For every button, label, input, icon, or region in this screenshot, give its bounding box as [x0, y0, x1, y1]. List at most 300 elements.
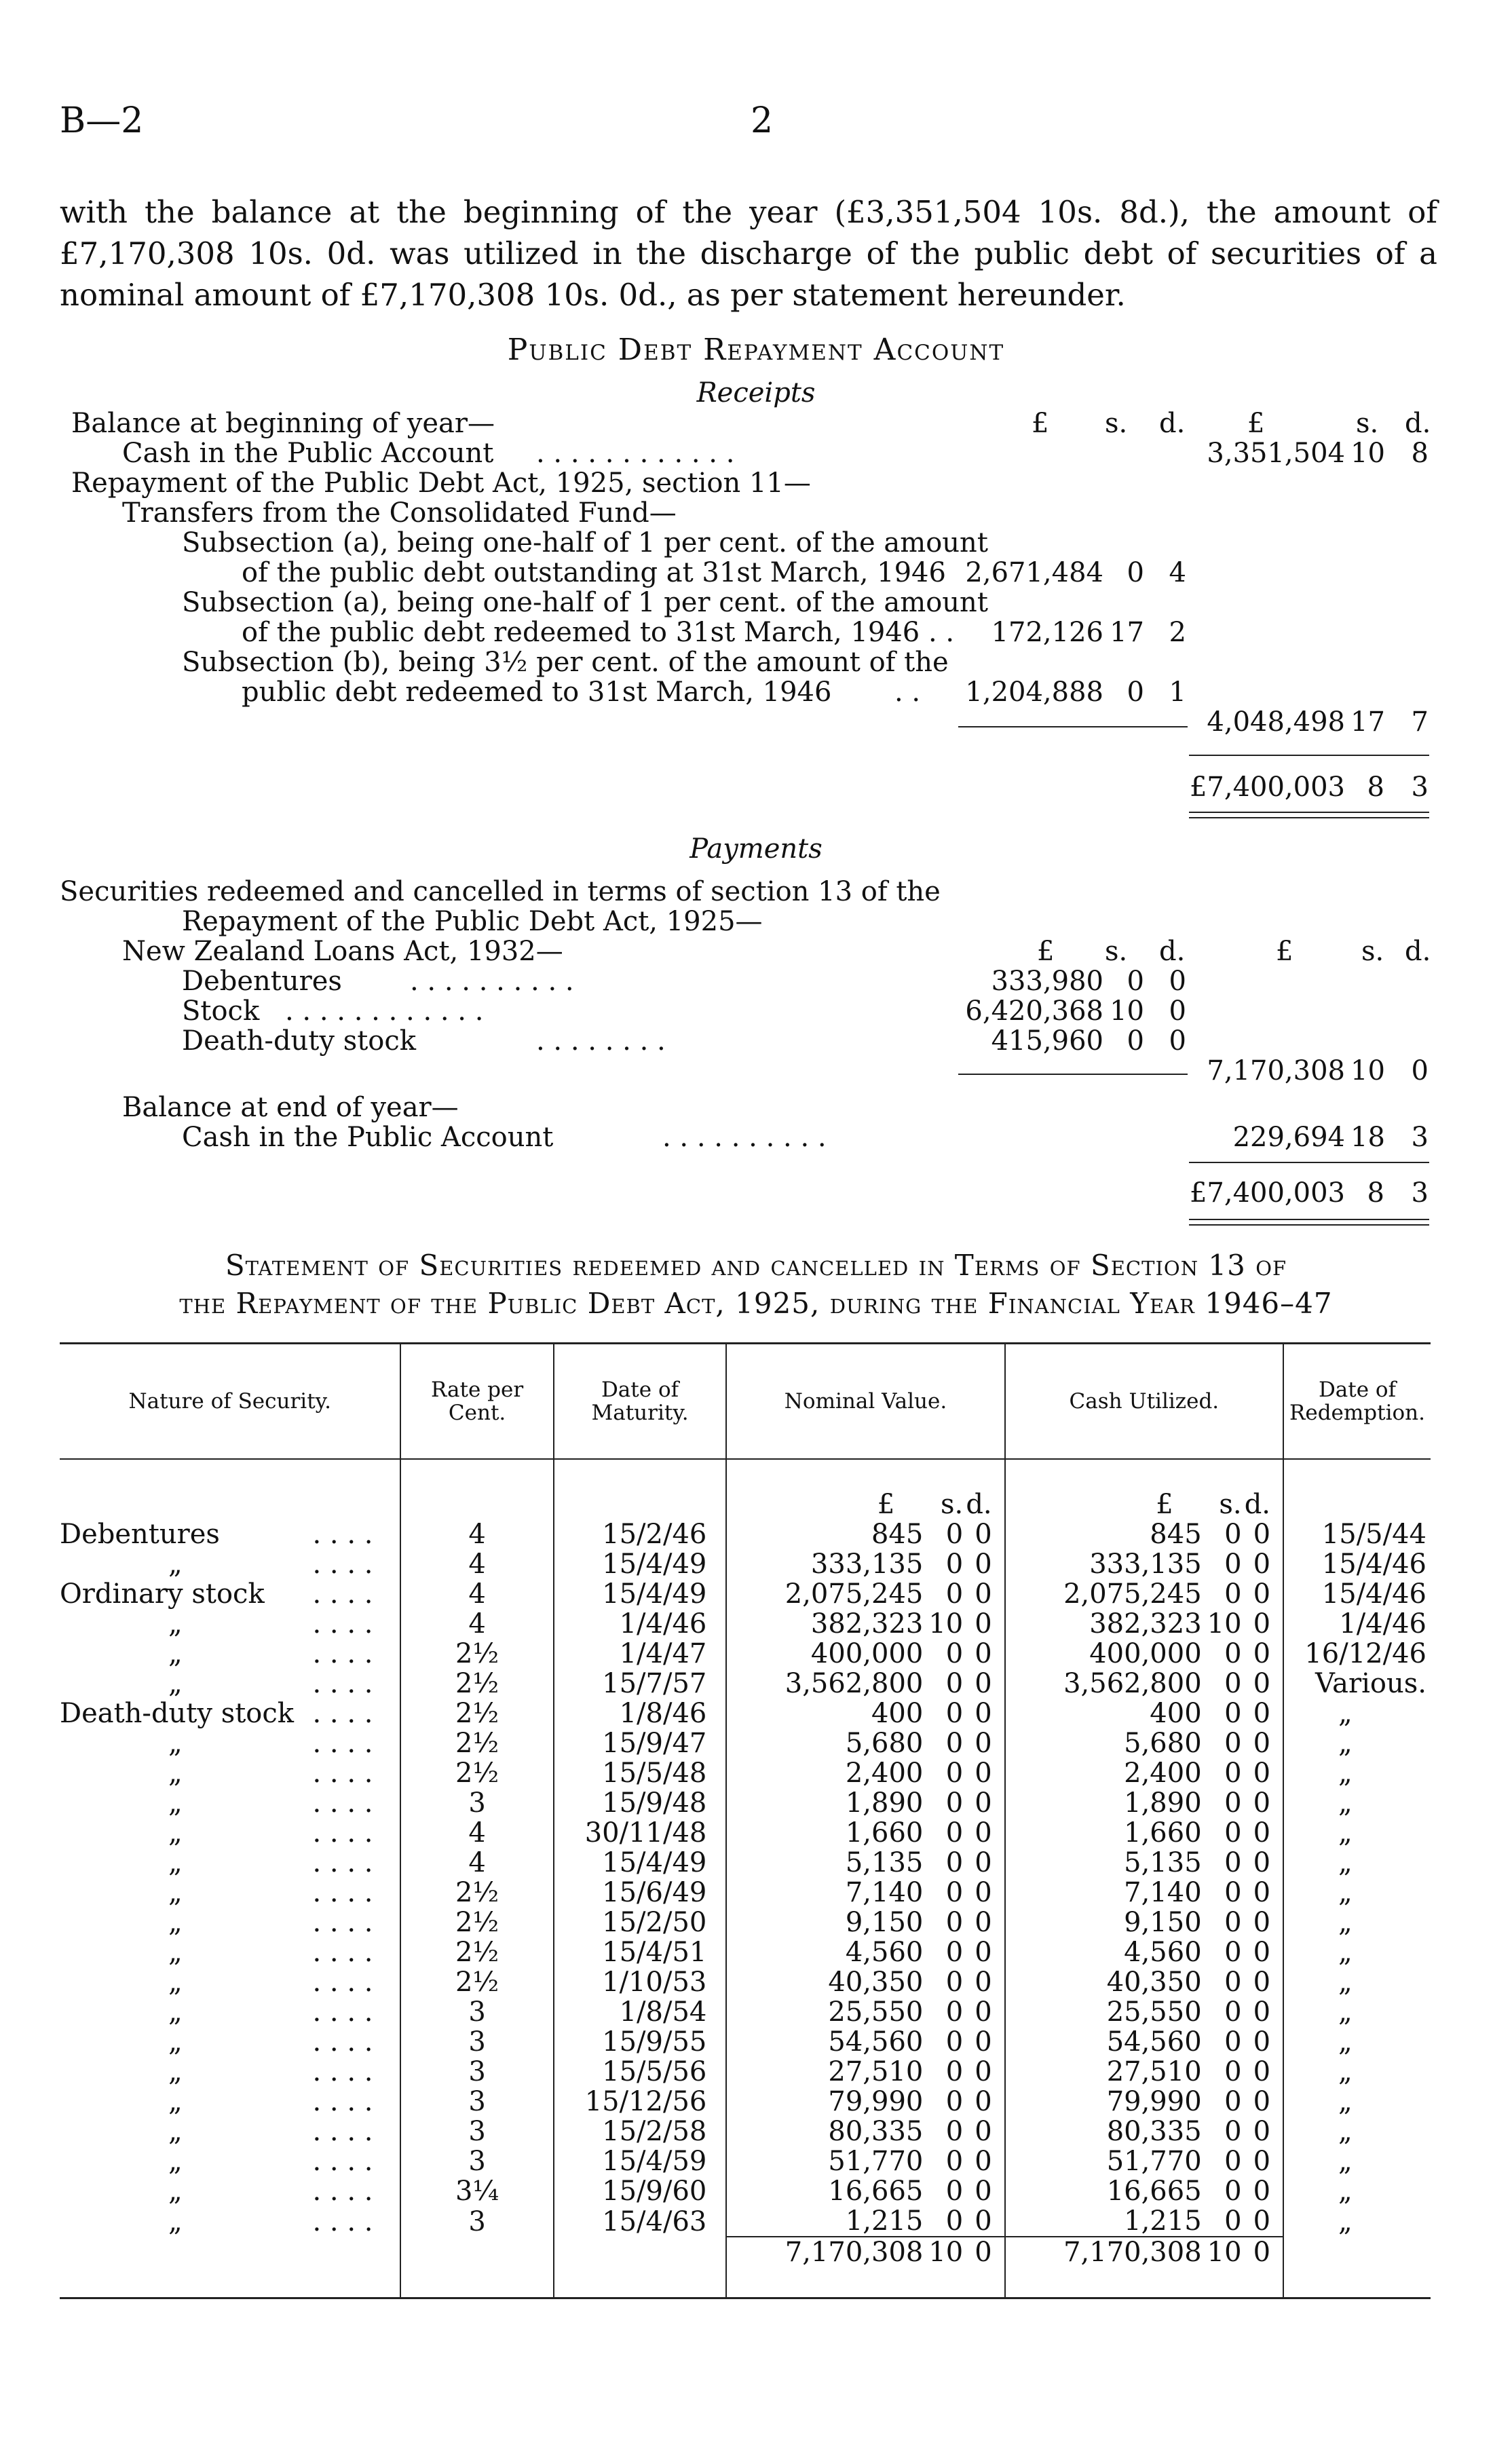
nominal-d-cell: 0: [975, 1787, 992, 1819]
nominal-d-cell: 0: [975, 2176, 992, 2207]
cash-s-cell: 0: [1224, 1758, 1242, 1789]
header-nominal: Nominal Value.: [726, 1344, 1004, 1460]
cash-s-cell: 0: [1224, 2056, 1242, 2087]
cash-pounds-cell: 1,215: [1005, 2206, 1207, 2237]
table-row: [60, 1848, 1431, 1878]
redemption-cell: 15/4/46: [1283, 1579, 1431, 1609]
leader-dots: . .: [894, 677, 921, 708]
nominal-pounds-cell: 54,560: [726, 2027, 928, 2057]
total-cash-pounds: 7,170,308: [1005, 2237, 1207, 2267]
nominal-pounds-cell: 1,660: [726, 1818, 928, 1848]
cash-end-d: 3: [1411, 1122, 1429, 1153]
security-name-cell: [60, 1937, 400, 1967]
cash-pounds-cell: 3,562,800: [1005, 1669, 1207, 1699]
cash-pounds-cell: 51,770: [1005, 2146, 1207, 2176]
sub-a1-s: 0: [1127, 557, 1144, 588]
nominal-s-cell: 0: [945, 1519, 964, 1550]
table-row: [60, 1818, 1431, 1848]
cash-d-cell: 0: [1253, 2205, 1271, 2237]
leader-dots: . . . .: [312, 1907, 373, 1938]
cash-s-cell: 0: [1224, 1698, 1242, 1729]
rate-cell: 2½: [400, 1669, 553, 1699]
leader-dots: . . . .: [312, 1967, 373, 1998]
redeemed-total-pounds: 7,170,308: [1207, 1055, 1345, 1086]
cash-d-cell: 0: [1253, 1728, 1271, 1759]
security-nature: „: [168, 1817, 183, 1849]
security-name-cell: [60, 1818, 400, 1848]
security-nature: „: [168, 1758, 183, 1789]
nominal-pounds-cell: 5,680: [726, 1728, 928, 1758]
receipts-total-s: 8: [1367, 772, 1384, 803]
leader-dots: . . . .: [312, 1996, 373, 2028]
nominal-d-cell: 0: [975, 1638, 992, 1669]
receipts-heading: Receipts: [696, 377, 816, 409]
table-row: [60, 2057, 1431, 2087]
col-pound-1: £: [1037, 936, 1055, 967]
cash-d-cell: 0: [1253, 2056, 1271, 2087]
nominal-s-cell: 0: [945, 1728, 964, 1759]
security-name-cell: [60, 1788, 400, 1818]
security-name-cell: [60, 1609, 400, 1639]
spacer-row: [60, 1459, 1431, 1490]
unit-pound: £: [726, 1490, 928, 1519]
maturity-cell: 15/4/63: [554, 2206, 727, 2237]
table-row: [60, 2176, 1431, 2206]
nominal-d-cell: 0: [975, 1728, 992, 1759]
security-nature: „: [168, 1728, 183, 1759]
cash-s-cell: 0: [1224, 1728, 1242, 1759]
cash-pounds-cell: 27,510: [1005, 2057, 1207, 2087]
nominal-s-cell: 0: [945, 2146, 964, 2177]
cash-s-cell: 0: [1224, 2176, 1242, 2207]
cash-d-cell: 0: [1253, 1937, 1271, 1968]
nominal-d-cell: 0: [975, 1758, 992, 1789]
security-name-cell: [60, 2087, 400, 2117]
nominal-s-cell: 0: [945, 1877, 964, 1908]
leader-dots: . . . .: [312, 1817, 373, 1849]
nominal-pounds-cell: 5,135: [726, 1848, 928, 1878]
sub-b-pounds: 1,204,888: [965, 677, 1103, 708]
payment-item-pounds: 333,980: [991, 966, 1103, 997]
account-title: Public Debt Repayment Account: [507, 333, 1005, 367]
total-rule-double-2: [1189, 1224, 1429, 1226]
sub-a2-pounds: 172,126: [991, 617, 1103, 648]
total-cash-s: 10: [1207, 2237, 1242, 2268]
redemption-cell: „: [1283, 1997, 1431, 2027]
cash-pounds-cell: 2,075,245: [1005, 1579, 1207, 1609]
redeemed-total-d: 0: [1411, 1055, 1429, 1086]
spacer-cell: [928, 2267, 963, 2298]
nominal-s-cell: 0: [945, 1758, 964, 1789]
unit-d: d.: [966, 1489, 992, 1520]
security-nature: „: [168, 1608, 183, 1640]
cash-d-cell: 0: [1253, 1787, 1271, 1819]
security-nature: „: [168, 1668, 183, 1699]
maturity-cell: 15/7/57: [554, 1669, 727, 1699]
table-row: [60, 1788, 1431, 1818]
cash-s-cell: 0: [1224, 1967, 1242, 1998]
rate-cell: 3: [400, 2206, 553, 2237]
nominal-d-cell: 0: [975, 1817, 992, 1849]
security-name-cell: [60, 1997, 400, 2027]
cash-pounds-cell: 7,140: [1005, 1878, 1207, 1908]
redemption-cell: „: [1283, 1788, 1431, 1818]
cash-pounds-cell: 25,550: [1005, 1997, 1207, 2027]
col-s-1: s.: [1105, 408, 1128, 439]
leader-dots: . . . .: [312, 2086, 373, 2117]
maturity-cell: 15/9/48: [554, 1788, 727, 1818]
maturity-cell: 30/11/48: [554, 1818, 727, 1848]
cash-s-cell: 0: [1224, 1907, 1242, 1938]
cash-opening-s: 10: [1350, 438, 1385, 469]
col-pound-2: £: [1276, 936, 1293, 967]
nominal-s-cell: 0: [945, 2086, 964, 2117]
spacer-cell: [1242, 2267, 1283, 2298]
leader-dots: . . . . . . . . . . . .: [536, 438, 735, 469]
spacer-cell: [1005, 2267, 1207, 2298]
securities-label-line1: Securities redeemed and cancelled in terms of section 13 of the: [60, 876, 941, 907]
nominal-pounds-cell: 9,150: [726, 1908, 928, 1937]
nominal-pounds-cell: 2,400: [726, 1758, 928, 1788]
sub-b-d: 1: [1169, 677, 1186, 708]
leader-dots: . . . .: [312, 2056, 373, 2087]
cash-pounds-cell: 4,560: [1005, 1937, 1207, 1967]
security-nature: „: [168, 1996, 183, 2028]
maturity-cell: 15/4/49: [554, 1848, 727, 1878]
rate-cell: 4: [400, 1579, 553, 1609]
rate-cell: 3: [400, 2146, 553, 2176]
cash-pounds-cell: 333,135: [1005, 1549, 1207, 1579]
cash-pounds-cell: 1,660: [1005, 1818, 1207, 1848]
payment-item-d: 0: [1169, 1025, 1186, 1057]
totals-blank: [400, 2237, 553, 2267]
nominal-d-cell: 0: [975, 1996, 992, 2028]
payment-item-s: 10: [1110, 996, 1144, 1027]
redemption-cell: „: [1283, 1937, 1431, 1967]
rate-cell: 2½: [400, 1639, 553, 1669]
cash-end-pounds: 229,694: [1232, 1122, 1345, 1153]
maturity-cell: 1/8/54: [554, 1997, 727, 2027]
header-nature: Nature of Security.: [60, 1344, 400, 1460]
redemption-cell: „: [1283, 2176, 1431, 2206]
rate-cell: 2½: [400, 1699, 553, 1728]
table-row: [60, 2117, 1431, 2146]
transfers-total-pounds: 4,048,498: [1207, 706, 1345, 738]
header-rate: Rate per Cent.: [400, 1344, 553, 1460]
security-name-cell: [60, 1549, 400, 1579]
spacer-cell: [554, 2267, 727, 2298]
security-name-cell: [60, 2027, 400, 2057]
security-nature: „: [168, 2086, 183, 2117]
total-rule-top: [1189, 755, 1429, 756]
nominal-s-cell: 0: [945, 1996, 964, 2028]
maturity-cell: 15/9/60: [554, 2176, 727, 2206]
spacer-cell: [400, 2267, 553, 2298]
maturity-cell: 1/10/53: [554, 1967, 727, 1997]
rate-cell: 3¼: [400, 2176, 553, 2206]
sub-a2-line1: Subsection (a), being one-half of 1 per cent. of the amount: [182, 587, 988, 618]
rate-cell: 4: [400, 1549, 553, 1579]
maturity-cell: 15/2/58: [554, 2117, 727, 2146]
leader-dots: . . . .: [312, 2206, 373, 2237]
redemption-cell: „: [1283, 1728, 1431, 1758]
total-rule-double-2: [1189, 817, 1429, 818]
nominal-d-cell: 0: [975, 2205, 992, 2237]
table-row: [60, 1579, 1431, 1609]
rate-cell: 3: [400, 2117, 553, 2146]
leader-dots: . . . .: [312, 1549, 373, 1580]
nominal-pounds-cell: 382,323: [726, 1609, 928, 1639]
cash-s-cell: 0: [1224, 1847, 1242, 1878]
spacer-cell: [1283, 2267, 1431, 2298]
total-rule-top: [1189, 1162, 1429, 1163]
security-name-cell: [60, 1669, 400, 1699]
act-label: Repayment of the Public Debt Act, 1925, section 11—: [71, 468, 811, 499]
payment-item-d: 0: [1169, 966, 1186, 997]
leader-dots: . . . . . . . . . .: [662, 1122, 827, 1153]
security-nature: „: [168, 1638, 183, 1669]
nominal-s-cell: 10: [928, 1608, 964, 1640]
nominal-s-cell: 0: [945, 2205, 964, 2237]
cash-d-cell: 0: [1253, 1698, 1271, 1729]
nominal-pounds-cell: 25,550: [726, 1997, 928, 2027]
leader-dots: . . . .: [312, 1937, 373, 1968]
rate-cell: 4: [400, 1818, 553, 1848]
col-d-2: d.: [1405, 936, 1431, 967]
cash-s-cell: 0: [1224, 1937, 1242, 1968]
total-rule-double-1: [1189, 1219, 1429, 1220]
redemption-cell: 1/4/46: [1283, 1609, 1431, 1639]
leader-dots: . . . .: [312, 2026, 373, 2058]
nominal-d-cell: 0: [975, 1519, 992, 1550]
cash-s-cell: 0: [1224, 2205, 1242, 2237]
security-name-cell: [60, 1967, 400, 1997]
cash-d-cell: 0: [1253, 1519, 1271, 1550]
redemption-cell: „: [1283, 1908, 1431, 1937]
sub-a2-line2: of the public debt redeemed to 31st March, 1946 . .: [242, 617, 955, 648]
security-nature: „: [168, 1967, 183, 1998]
spacer-row: [60, 2267, 1431, 2298]
transfers-label: Transfers from the Consolidated Fund—: [122, 497, 677, 529]
totals-row: [60, 2237, 1431, 2267]
leader-dots: . . . .: [312, 1608, 373, 1640]
col-pound-1: £: [1032, 408, 1049, 439]
cash-d-cell: 0: [1253, 1758, 1271, 1789]
leader-dots: . . . .: [312, 1787, 373, 1819]
col-d-2: d.: [1405, 408, 1431, 439]
col-s-2: s.: [1356, 408, 1379, 439]
cash-s-cell: 0: [1224, 2086, 1242, 2117]
redemption-cell: „: [1283, 2057, 1431, 2087]
leader-dots: . . . .: [312, 1638, 373, 1669]
rate-cell: 2½: [400, 1967, 553, 1997]
maturity-cell: 15/2/50: [554, 1908, 727, 1937]
security-name-cell: [60, 1579, 400, 1609]
maturity-cell: 1/8/46: [554, 1699, 727, 1728]
rate-cell: 2½: [400, 1878, 553, 1908]
nominal-d-cell: 0: [975, 2116, 992, 2147]
nominal-d-cell: 0: [975, 1608, 992, 1640]
unit-d: d.: [1244, 1489, 1271, 1520]
intro-paragraph: with the balance at the beginning of the year (£3,351,504 10s. 8d.), the amount of £7,170,308 10s. 0d. was utilized in the discharge of the public debt of securities of a nominal amount of £7,170,308 10s. 0d., as per statement hereunder.: [60, 194, 1437, 313]
nominal-d-cell: 0: [975, 1877, 992, 1908]
payment-item-pounds: 6,420,368: [965, 996, 1103, 1027]
cash-d-cell: 0: [1253, 2146, 1271, 2177]
nominal-s-cell: 0: [945, 1847, 964, 1878]
cash-d-cell: 0: [1253, 2026, 1271, 2058]
table-row: [60, 1908, 1431, 1937]
cash-s-cell: 0: [1224, 1877, 1242, 1908]
table-row: [60, 1967, 1431, 1997]
cash-d-cell: 0: [1253, 2116, 1271, 2147]
security-name-cell: [60, 2176, 400, 2206]
maturity-cell: 15/5/56: [554, 2057, 727, 2087]
security-nature: Debentures: [60, 1519, 220, 1550]
table-row: [60, 1669, 1431, 1699]
redemption-cell: „: [1283, 2027, 1431, 2057]
sub-a2-d: 2: [1169, 617, 1186, 648]
cash-pounds-cell: 1,890: [1005, 1788, 1207, 1818]
cash-pounds-cell: 40,350: [1005, 1967, 1207, 1997]
cash-d-cell: 0: [1253, 1817, 1271, 1849]
security-nature: „: [168, 2056, 183, 2087]
maturity-cell: 15/4/49: [554, 1579, 727, 1609]
balance-end-label: Balance at end of year—: [122, 1092, 459, 1123]
nominal-d-cell: 0: [975, 2056, 992, 2087]
security-nature: „: [168, 1877, 183, 1908]
nominal-pounds-cell: 16,665: [726, 2176, 928, 2206]
rate-cell: 3: [400, 1997, 553, 2027]
nominal-pounds-cell: 400: [726, 1699, 928, 1728]
payments-total-d: 3: [1411, 1177, 1429, 1209]
sub-b-line1: Subsection (b), being 3½ per cent. of the amount of the: [182, 647, 949, 678]
cash-s-cell: 10: [1207, 1608, 1242, 1640]
maturity-cell: 15/2/46: [554, 1519, 727, 1549]
cash-opening-d: 8: [1411, 438, 1429, 469]
leader-dots: . . . .: [312, 2146, 373, 2177]
transfers-total-d: 7: [1411, 706, 1429, 738]
spacer-cell: [726, 2267, 928, 2298]
cash-s-cell: 0: [1224, 2146, 1242, 2177]
nominal-s-cell: 0: [945, 1578, 964, 1610]
security-name-cell: [60, 1758, 400, 1788]
cash-pounds-cell: 5,135: [1005, 1848, 1207, 1878]
cash-d-cell: 0: [1253, 1847, 1271, 1878]
maturity-cell: 15/12/56: [554, 2087, 727, 2117]
maturity-cell: 15/9/55: [554, 2027, 727, 2057]
redemption-cell: „: [1283, 1878, 1431, 1908]
table-row: [60, 1699, 1431, 1728]
security-nature: „: [168, 2146, 183, 2177]
nominal-pounds-cell: 79,990: [726, 2087, 928, 2117]
cash-s-cell: 0: [1224, 2026, 1242, 2058]
payment-item-label: Death-duty stock: [182, 1025, 417, 1057]
security-name-cell: [60, 2206, 400, 2237]
redeemed-total-s: 10: [1350, 1055, 1385, 1086]
sub-a1-line2: of the public debt outstanding at 31st March, 1946: [242, 557, 946, 588]
security-name-cell: [60, 1848, 400, 1878]
security-nature: „: [168, 2176, 183, 2207]
redemption-cell: „: [1283, 1758, 1431, 1788]
cash-d-cell: 0: [1253, 2086, 1271, 2117]
leader-dots: . . . .: [312, 2176, 373, 2207]
payment-item-s: 0: [1127, 966, 1144, 997]
nominal-pounds-cell: 3,562,800: [726, 1669, 928, 1699]
nominal-s-cell: 0: [945, 2116, 964, 2147]
rate-cell: 2½: [400, 1937, 553, 1967]
unit-s: s.: [941, 1489, 964, 1520]
nominal-pounds-cell: 1,215: [726, 2206, 928, 2237]
receipts-total-d: 3: [1411, 772, 1429, 803]
leader-dots: . . . .: [312, 1578, 373, 1610]
unit-pound: £: [1005, 1490, 1207, 1519]
table-row: [60, 2146, 1431, 2176]
nominal-s-cell: 0: [945, 1549, 964, 1580]
sub-a1-line1: Subsection (a), being one-half of 1 per cent. of the amount: [182, 527, 988, 558]
nominal-pounds-cell: 80,335: [726, 2117, 928, 2146]
cash-d-cell: 0: [1253, 1877, 1271, 1908]
payments-total-s: 8: [1367, 1177, 1384, 1209]
nominal-d-cell: 0: [975, 2026, 992, 2058]
security-name-cell: [60, 2117, 400, 2146]
table-row: [60, 1758, 1431, 1788]
rate-cell: 3: [400, 1788, 553, 1818]
nominal-s-cell: 0: [945, 2026, 964, 2058]
redemption-cell: 15/4/46: [1283, 1549, 1431, 1579]
cash-end-label: Cash in the Public Account: [182, 1122, 554, 1153]
cash-d-cell: 0: [1253, 1967, 1271, 1998]
cash-d-cell: 0: [1253, 1996, 1271, 2028]
nominal-s-cell: 0: [945, 2056, 964, 2087]
col-s-2: s.: [1361, 936, 1384, 967]
cash-pounds-cell: 80,335: [1005, 2117, 1207, 2146]
table-row: [60, 1519, 1431, 1549]
leader-dots: . . . .: [312, 1668, 373, 1699]
maturity-cell: 1/4/46: [554, 1609, 727, 1639]
nominal-pounds-cell: 845: [726, 1519, 928, 1549]
table-row: [60, 1997, 1431, 2027]
nominal-d-cell: 0: [975, 1698, 992, 1729]
maturity-cell: 15/4/59: [554, 2146, 727, 2176]
maturity-cell: 15/5/48: [554, 1758, 727, 1788]
spacer-cell: [60, 2267, 400, 2298]
cash-pounds-cell: 400,000: [1005, 1639, 1207, 1669]
payments-total-pounds: £7,400,003: [1189, 1177, 1345, 1209]
maturity-cell: 15/4/51: [554, 1937, 727, 1967]
leader-dots: . . . . . . . .: [536, 1025, 666, 1057]
leader-dots: . . . .: [312, 1698, 373, 1729]
sub-b-s: 0: [1127, 677, 1144, 708]
maturity-cell: 15/4/49: [554, 1549, 727, 1579]
nominal-d-cell: 0: [975, 2086, 992, 2117]
redemption-cell: „: [1283, 2146, 1431, 2176]
nominal-pounds-cell: 7,140: [726, 1878, 928, 1908]
rate-cell: 2½: [400, 1728, 553, 1758]
statement-table: [60, 1342, 1431, 2299]
nominal-s-cell: 0: [945, 1907, 964, 1938]
spacer-cell: [963, 2267, 1004, 2298]
redemption-cell: 15/5/44: [1283, 1519, 1431, 1549]
leader-dots: . . . .: [312, 1758, 373, 1789]
security-nature: „: [168, 2026, 183, 2058]
nominal-s-cell: 0: [945, 1817, 964, 1849]
nominal-pounds-cell: 27,510: [726, 2057, 928, 2087]
nominal-d-cell: 0: [975, 1907, 992, 1938]
totals-blank: [60, 2237, 400, 2267]
nominal-s-cell: 0: [945, 1937, 964, 1968]
nominal-d-cell: 0: [975, 1549, 992, 1580]
payment-item-label: Stock: [182, 996, 260, 1027]
